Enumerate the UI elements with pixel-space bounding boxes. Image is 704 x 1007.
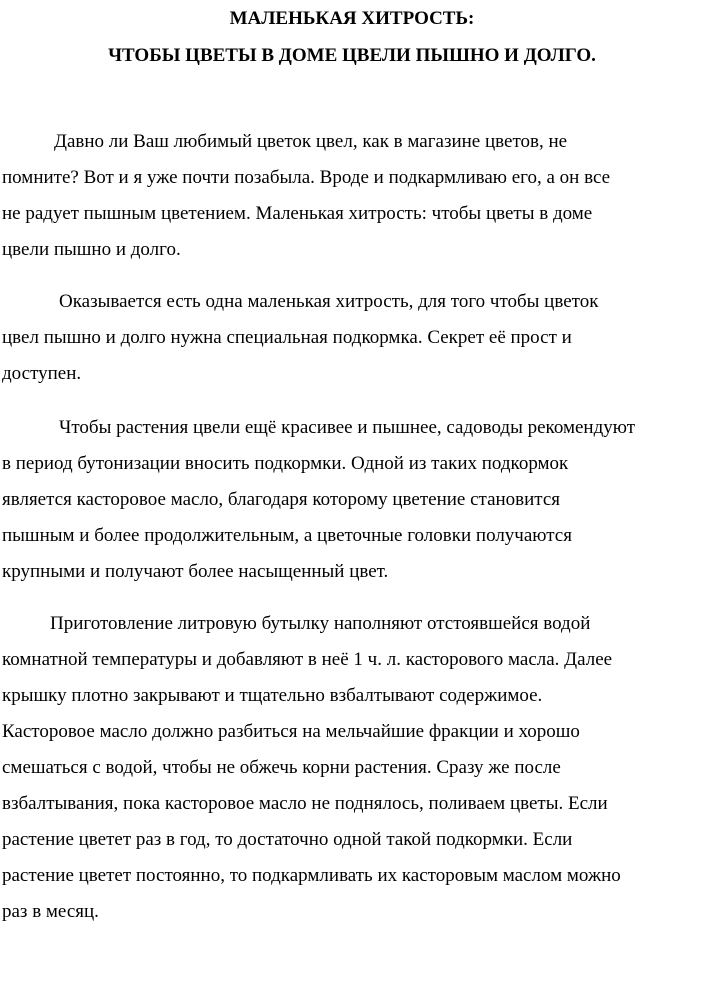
paragraph-3-line-4: пышным и более продолжительным, а цветочные головки получаются [2, 525, 572, 546]
paragraph-3 [2, 410, 700, 590]
paragraph-4-line-2: комнатной температуры и добавляют в неё 1 ч. л. касторового масла. Далее [2, 649, 613, 670]
paragraph-1-line-2: помните? Вот и я уже почти позабыла. Вроде и подкармливаю его, а он все [2, 167, 611, 188]
paragraph-4-line-8: растение цветет постоянно, то подкармливать их касторовым маслом можно [2, 865, 621, 886]
paragraph-4-line-3: крышку плотно закрывают и тщательно взбалтывают содержимое. [2, 685, 543, 706]
paragraph-4-line-7: растение цветет раз в год, то достаточно одной такой подкормки. Если [2, 829, 573, 850]
paragraph-3-line-3: является касторовое масло, благодаря которому цветение становится [2, 489, 561, 510]
paragraph-1-line-4: цвели пышно и долго. [2, 239, 181, 260]
paragraph-3-line-2: в период бутонизации вносить подкормки. Одной из таких подкормок [2, 453, 569, 474]
title-line-2: ЧТОБЫ ЦВЕТЫ В ДОМЕ ЦВЕЛИ ПЫШНО И ДОЛГО. [108, 45, 596, 66]
paragraph-1-line-1: Давно ли Ваш любимый цветок цвел, как в магазине цветов, не [54, 131, 568, 152]
paragraph-3-line-1: Чтобы растения цвели ещё красивее и пышнее, садоводы рекомендуют [59, 417, 635, 438]
paragraph-4-line-5: смешаться с водой, чтобы не обжечь корни растения. Сразу же после [2, 757, 561, 778]
paragraph-4-line-4: Касторовое масло должно разбиться на мельчайшие фракции и хорошо [2, 721, 580, 742]
title-line-1: МАЛЕНЬКАЯ ХИТРОСТЬ: [229, 8, 475, 29]
paragraph-4 [2, 606, 700, 930]
paragraph-3-line-5: крупными и получают более насыщенный цвет. [2, 561, 389, 582]
paragraph-4-line-1: Приготовление литровую бутылку наполняют отстоявшейся водой [50, 613, 591, 634]
paragraph-2-line-1: Оказывается есть одна маленькая хитрость, для того чтобы цветок [59, 291, 599, 312]
paragraph-1-line-3: не радует пышным цветением. Маленькая хитрость: чтобы цветы в доме [2, 203, 593, 224]
paragraph-2 [2, 284, 700, 392]
paragraph-2-line-3: доступен. [2, 363, 82, 384]
paragraph-4-line-9: раз в месяц. [2, 901, 99, 922]
paragraph-1 [2, 124, 700, 268]
paragraph-2-line-2: цвел пышно и долго нужна специальная подкормка. Секрет её прост и [2, 327, 572, 348]
paragraph-4-line-6: взбалтывания, пока касторовое масло не поднялось, поливаем цветы. Если [2, 793, 608, 814]
